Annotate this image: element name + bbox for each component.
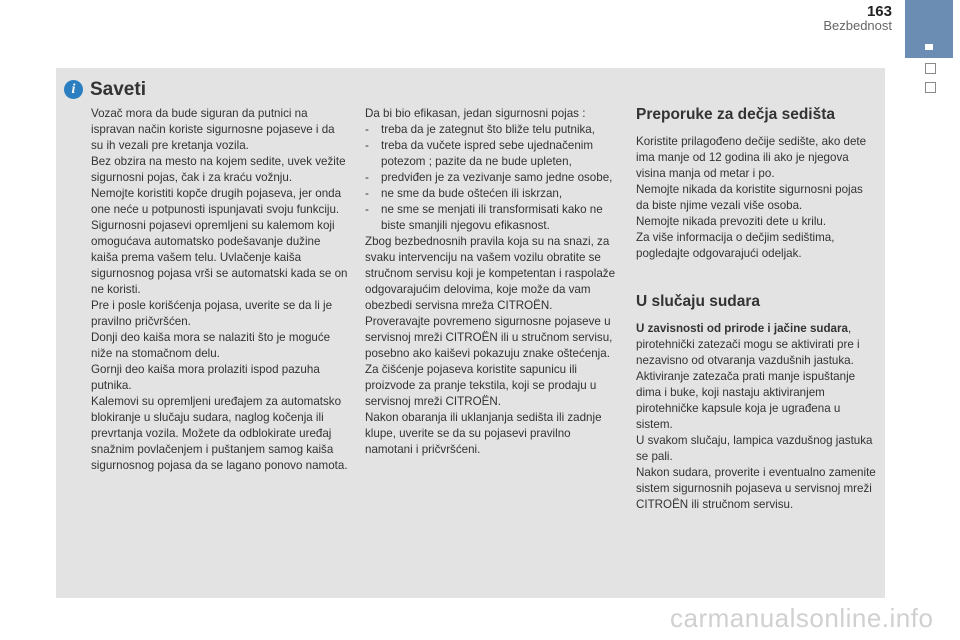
paragraph: Proveravajte povremeno sigurnosne pojaseve u servisnoj mreži CITROËN ili u stručnom servisu, posebno ako kaiševi pokazuju znake oštećenja. bbox=[365, 315, 613, 360]
paragraph: Kalemovi su opremljeni uređajem za automatsko blokiranje u slučaju sudara, naglog kočenja ili prevrtanja vozila. Možete da odblokirate uređaj snažnim povlačenjem i puštanjem samog kaiša sigurnosnog pojasa da se lagano ponovo namota. bbox=[91, 395, 348, 472]
paragraph: Nemojte nikada prevoziti dete u krilu. bbox=[636, 215, 827, 228]
paragraph: Pre i posle korišćenja pojasa, uverite se da li je pravilno pričvršćen. bbox=[91, 299, 333, 328]
tab-marker bbox=[925, 44, 933, 50]
paragraph: Nemojte nikada da koristite sigurnosni pojas da biste njime vezali više osoba. bbox=[636, 183, 863, 212]
paragraph: Zbog bezbednosnih pravila koja su na snazi, za svaku intervenciju na vašem vozilu obratite se stručnom servisu koji je kompetentan i raspolaže odgovarajućim delovima, koje može da vam obezbedi servisna mreža CITROËN. bbox=[365, 235, 616, 312]
paragraph: Nakon obaranja ili uklanjanja sedišta ili zadnje klupe, uverite se da su pojasevi pravilno namotani i pričvršćeni. bbox=[365, 411, 602, 456]
outline-square-2 bbox=[925, 82, 936, 93]
page-number: 163 bbox=[866, 3, 892, 20]
heading-collision: U slučaju sudara bbox=[636, 293, 761, 310]
lead-rest: , pirotehnički zatezači mogu se aktivirati pre i nezavisno od otvaranja vazdušnih jastuka. bbox=[636, 322, 860, 367]
column-1 bbox=[91, 106, 349, 474]
column-2 bbox=[365, 106, 620, 458]
footer-watermark: carmanualsonline.info bbox=[670, 603, 934, 633]
lead-bold: U zavisnosti od prirode i jačine sudara bbox=[636, 322, 848, 335]
paragraph: Nakon sudara, proverite i eventualno zamenite sistem sigurnosnih pojaseva u servisnoj mreži CITROËN ili stručnom servisu. bbox=[636, 466, 876, 511]
paragraph: U svakom slučaju, lampica vazdušnog jastuka se pali. bbox=[636, 434, 873, 463]
chapter-tab bbox=[905, 0, 953, 58]
tips-title: Saveti bbox=[90, 79, 146, 100]
paragraph: Vozač mora da bude siguran da putnici na ispravan način koriste sigurnosne pojaseve i da su ih vezali pre kretanja vozila. bbox=[91, 107, 335, 152]
paragraph bbox=[636, 321, 876, 369]
column-3 bbox=[636, 106, 876, 513]
paragraph: Nemojte koristiti kopče drugih pojaseva, jer onda one neće u potpunosti ispunjavati svoju funkciju. bbox=[91, 187, 342, 216]
list-item: - ne sme da bude oštećen ili iskrzan, bbox=[365, 186, 620, 202]
paragraph: Za više informacija o dečjim sedištima, pogledajte odgovarajući odeljak. bbox=[636, 231, 835, 260]
paragraph: Gornji deo kaiša mora prolaziti ispod pazuha putnika. bbox=[91, 363, 320, 392]
heading-child-seats: Preporuke za dečja sedišta bbox=[636, 106, 836, 123]
section-title: Bezbednost bbox=[823, 18, 892, 33]
paragraph: Donji deo kaiša mora se nalaziti što je moguće niže na stomačnom delu. bbox=[91, 331, 331, 360]
paragraph: Bez obzira na mesto na kojem sedite, uvek vežite sigurnosni pojas, čak i za kraću vožnju. bbox=[91, 155, 346, 184]
paragraph: Sigurnosni pojasevi opremljeni su kalemom koji omogućava automatsko podešavanje dužine kaiša prema vašem telu. Uvlačenje kaiša sigurnosnog pojasa vrši se automatski kada se on ne koristi. bbox=[91, 219, 348, 296]
outline-square-1 bbox=[925, 63, 936, 74]
list-item: - ne sme se menjati ili transformisati kako ne biste smanjili njegovu efikasnost. bbox=[365, 202, 620, 234]
paragraph: Koristite prilagođeno dečije sedište, ako dete ima manje od 12 godina ili ako je njegova visina manja od metar i po. bbox=[636, 135, 867, 180]
paragraph: Aktiviranje zatezača prati manje ispuštanje dima i buke, koji nastaju aktiviranjem pirotehničke kapsule koja je ugrađena u sistem. bbox=[636, 370, 856, 431]
list-intro: Da bi bio efikasan, jedan sigurnosni pojas : bbox=[365, 107, 586, 120]
list-item: - treba da vučete ispred sebe ujednačenim potezom ; pazite da ne bude upleten, bbox=[365, 138, 620, 170]
paragraph: Za čišćenje pojaseva koristite sapunicu ili proizvode za pranje tekstila, koji se prodaju u servisnoj mreži CITROËN. bbox=[365, 363, 597, 408]
requirements-list bbox=[365, 122, 620, 234]
info-icon: i bbox=[64, 80, 83, 99]
list-item: - treba da je zategnut što bliže telu putnika, bbox=[365, 122, 620, 138]
list-item: - predviđen je za vezivanje samo jedne osobe, bbox=[365, 170, 620, 186]
